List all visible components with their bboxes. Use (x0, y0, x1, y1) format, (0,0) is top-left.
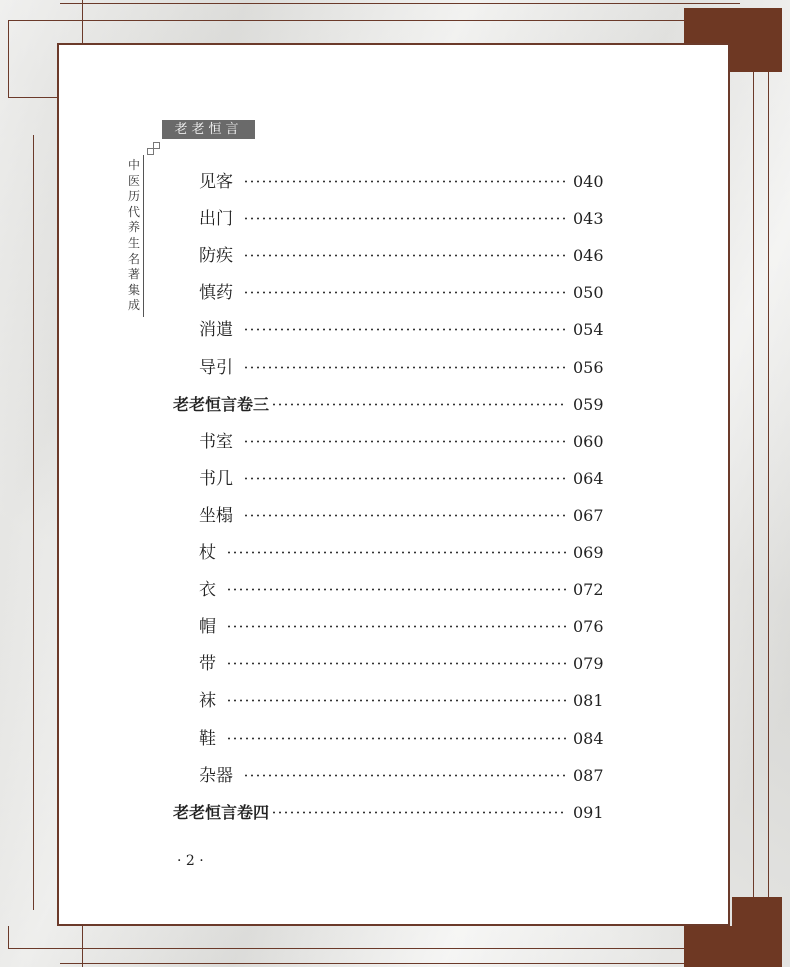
toc-entry-page: 064 (573, 468, 604, 488)
toc-leader-dots (226, 588, 566, 591)
toc-entry (0, 391, 620, 419)
tab-corner-ornament-2 (147, 148, 154, 155)
toc-entry-title: 老老恒言卷四 (173, 802, 270, 822)
toc-entry-page: 060 (573, 431, 604, 451)
frame-line-bottom-inner (8, 948, 708, 949)
toc-leader-dots (243, 217, 566, 220)
toc-leader-dots (243, 180, 566, 183)
toc-entry-title: 防疾 (199, 246, 233, 267)
toc-entry (0, 205, 620, 233)
toc-leader-dots (243, 774, 566, 777)
frame-line-left-vertical (82, 0, 83, 44)
toc-entry-title: 书几 (199, 468, 233, 489)
tab-corner-ornament (153, 142, 160, 149)
toc-entry-title: 消遣 (199, 320, 233, 341)
toc-entry (0, 799, 620, 827)
frame-line-top-left-short (8, 97, 60, 98)
toc-entry-page: 046 (573, 246, 604, 266)
frame-line-right-inner (753, 72, 754, 950)
toc-entry-page: 081 (573, 691, 604, 711)
toc-entry-title: 杖 (199, 543, 216, 563)
toc-entry-page: 087 (573, 765, 604, 785)
toc-entry-title: 带 (199, 654, 216, 675)
toc-entry (0, 539, 620, 567)
frame-line-bottom-left (82, 926, 83, 967)
toc-leader-dots (243, 477, 566, 480)
corner-block-bottom-right-lower (684, 926, 782, 967)
toc-entry-title: 鞋 (199, 728, 216, 749)
page-number: · 2 · (177, 853, 204, 869)
toc-entry-title: 老老恒言卷三 (173, 394, 270, 414)
toc-entry (0, 502, 620, 530)
toc-entry (0, 465, 620, 493)
toc-entry-title: 见客 (199, 172, 233, 192)
toc-leader-dots (226, 662, 566, 665)
toc-leader-dots (243, 328, 566, 331)
toc-entry-title: 慎药 (199, 283, 233, 304)
toc-entry (0, 428, 620, 456)
toc-entry-title: 出门 (199, 209, 233, 230)
toc-leader-dots (226, 699, 566, 702)
toc-leader-dots (243, 366, 566, 369)
toc-entry (0, 762, 620, 790)
toc-entry (0, 613, 620, 641)
toc-leader-dots (243, 514, 566, 517)
toc-entry (0, 316, 620, 344)
toc-entry-page: 072 (573, 580, 604, 600)
toc-leader-dots (226, 625, 566, 628)
toc-entry (0, 279, 620, 307)
toc-leader-dots (243, 254, 566, 257)
toc-leader-dots (226, 551, 566, 554)
toc-entry-title: 导引 (199, 357, 233, 378)
toc-entry (0, 650, 620, 678)
toc-entry-page: 067 (573, 505, 604, 525)
toc-entry-page: 043 (573, 209, 604, 229)
toc-entry (0, 576, 620, 604)
frame-line-top-inner (8, 20, 688, 21)
frame-line-right-outer (768, 72, 769, 902)
frame-line-top-outer (60, 3, 740, 4)
toc-entry-page: 084 (573, 728, 604, 748)
toc-entry-page: 079 (573, 654, 604, 674)
frame-line-bottom-outer (60, 963, 740, 964)
toc-leader-dots (226, 737, 566, 740)
frame-line-left-upper (8, 20, 9, 98)
toc-entry-page: 050 (573, 283, 604, 303)
toc-leader-dots (243, 440, 566, 443)
toc-entry-page: 054 (573, 320, 604, 340)
series-side-title: 中医历代养生名著集成 (127, 158, 140, 313)
frame-line-bottom-left-vert (8, 926, 9, 949)
toc-entry-page: 040 (573, 172, 604, 191)
toc-entry-page: 076 (573, 617, 604, 637)
toc-entry (0, 168, 620, 196)
toc-entry-page: 056 (573, 357, 604, 377)
toc-entry-title: 书室 (199, 431, 233, 452)
toc-leader-dots (271, 403, 566, 406)
toc-leader-dots (243, 291, 566, 294)
toc-entry (0, 242, 620, 270)
toc-entry-page: 091 (573, 802, 604, 822)
toc-entry-title: 袜 (199, 691, 216, 712)
toc-entry-title: 坐榻 (199, 505, 233, 526)
toc-entry (0, 354, 620, 382)
toc-entry-title: 衣 (199, 580, 216, 601)
toc-entry-page: 069 (573, 543, 604, 562)
toc-entry-page: 059 (573, 394, 604, 414)
toc-leader-dots (271, 811, 566, 814)
toc-entry (0, 687, 620, 715)
running-header-tab: 老老恒言 (162, 120, 255, 139)
toc-entry (0, 725, 620, 753)
toc-entry-title: 杂器 (199, 765, 233, 786)
toc-entry-title: 帽 (199, 617, 216, 638)
